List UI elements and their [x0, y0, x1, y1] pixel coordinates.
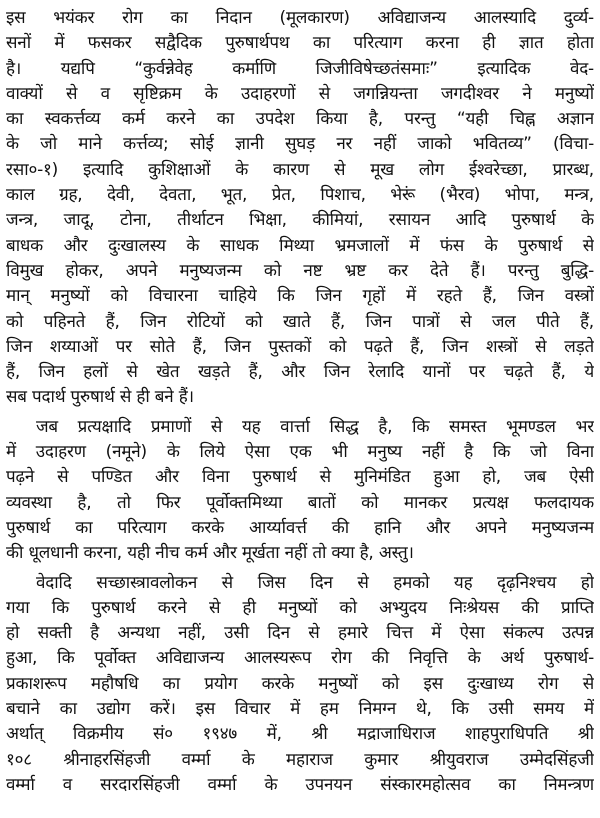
text-line: हो सक्ती है अन्यथा नहीं, उसी दिन से हमारे चित्त में ऐसा संकल्प उत्पन्न — [6, 623, 594, 644]
text-line: पढ़ने से पण्डित और विना पुरुषार्थ से मुनिमंडित हुआ हो, जब ऐसी — [6, 467, 594, 488]
text-line: वाक्यों से व सृष्टिक्रम के उदाहरणों से जगन्नियन्ता जगदीश्वर ने मनुष्यों — [6, 83, 594, 104]
text-line: प्रकाशरूप महौषधि का प्रयोग करके मनुष्यों को इस दुःखाध्य रोग से — [6, 673, 594, 694]
text-line: वेदादि सच्छास्त्रावलोकन से जिस दिन से हमको यह दृढ़निश्चय हो — [36, 572, 594, 593]
text-line: में उदाहरण (नमूने) के लिये ऐसा एक भी मनुष्य नहीं है कि जो विना — [6, 442, 594, 463]
text-line: की धूलधानी करना, यही नीच कर्म और मूर्खता नहीं तो क्या है, अस्तु। — [6, 543, 414, 564]
text-line: पुरुषार्थ का परित्याग करके आर्य्यावर्त्त की हानि और अपने मनुष्यजन्म — [6, 517, 594, 538]
text-line: हुआ, कि पूर्वोक्त अविद्याजन्य आलस्यरूप रोग की निवृत्ति के अर्थ पुरुषार्थ- — [6, 648, 594, 669]
text-line: काल ग्रह, देवी, देवता, भूत, प्रेत, पिशाच, भेरूं (भैरव) भोपा, मन्त्र, — [6, 185, 594, 206]
text-line: हैं, जिन हलों से खेत खड़ते हैं, और जिन रेलादि यानों पर चढ़ते हैं, ये — [6, 362, 594, 383]
text-line: इस भयंकर रोग का निदान (मूलकारण) अविद्याजन्य आलस्यादि दुर्व्य- — [6, 8, 594, 28]
text-line: विमुख होकर, अपने मनुष्यजन्म को नष्ट भ्रष्ट कर देते हैं। परन्तु बुद्धि- — [6, 260, 594, 281]
text-line: के जो माने कर्त्तव्य; सोई ज्ञानी सुघड़ नर नहीं जाको भवितव्य” (विचा- — [6, 134, 594, 155]
paragraph-2 — [6, 415, 594, 567]
text-line: व्यवस्था है, तो फिर पूर्वोक्तमिथ्या बातों को मानकर प्रत्यक्ष फलदायक — [6, 492, 594, 513]
paragraph-3 — [6, 571, 594, 799]
paragraph-1 — [6, 6, 594, 411]
text-line: बाधक और दुःखालस्य के साधक मिथ्या भ्रमजालों में फंस के पुरुषार्थ से — [6, 235, 594, 256]
text-line: बचाने का उद्योग करें। इस विचार में हम निमग्न थे, कि उसी समय में — [6, 699, 594, 720]
text-line: को पहिनते हैं, जिन रोटियों को खाते हैं, जिन पात्रों से जल पीते हैं, — [6, 311, 594, 332]
text-line: का स्वकर्त्तव्य कर्म करने का उपदेश किया है, परन्तु “यही चिह्न अज्ञान — [6, 109, 594, 130]
text-line: मान् मनुष्यों को विचारना चाहिये कि जिन गृहों में रहते हैं, जिन वस्त्रों — [6, 286, 594, 307]
text-line: है। यद्यपि “कुर्वन्नेवेह कर्माणि जिजीविषेच्छतंसमाः” इत्यादिक वेद- — [6, 58, 594, 79]
text-line: अर्थात् विक्रमीय सं० १९४७ में, श्री मद्राजाधिराज शाहपुराधिपति श्री — [6, 724, 594, 745]
text-line: जन्त्र, जादू, टोना, तीर्थाटन भिक्षा, कीमियां, रसायन आदि पुरुषार्थ के — [6, 210, 594, 231]
text-line: सनों में फसकर सद्वैदिक पुरुषार्थपथ का परित्याग करना ही ज्ञात होता — [6, 33, 594, 54]
text-line: जिन शय्याओं पर सोते हैं, जिन पुस्तकों को पढ़ते हैं, जिन शस्त्रों से लड़ते — [6, 336, 594, 357]
text-line: जब प्रत्यक्षादि प्रमाणों से यह वार्त्ता सिद्ध है, कि समस्त भूमण्डल भर — [36, 416, 594, 437]
text-line: १०८ श्रीनाहरसिंहजी वर्म्मा के महाराज कुमार श्रीयुवराज उम्मेदसिंहजी — [6, 749, 594, 770]
text-line: वर्म्मा व सरदारसिंहजी वर्म्मा के उपनयन संस्कारमहोत्सव का निमन्त्रण — [6, 774, 594, 795]
text-line: गया कि पुरुषार्थ करने से ही मनुष्यों को अभ्युदय निःश्रेयस की प्राप्ति — [6, 597, 594, 618]
text-line: रसा०-१) इत्यादि कुशिक्षाओं के कारण से मूख लोग ईश्वरेच्छा, प्रारब्ध, — [6, 159, 594, 180]
text-line: सब पदार्थ पुरुषार्थ से ही बने हैं। — [6, 387, 194, 408]
